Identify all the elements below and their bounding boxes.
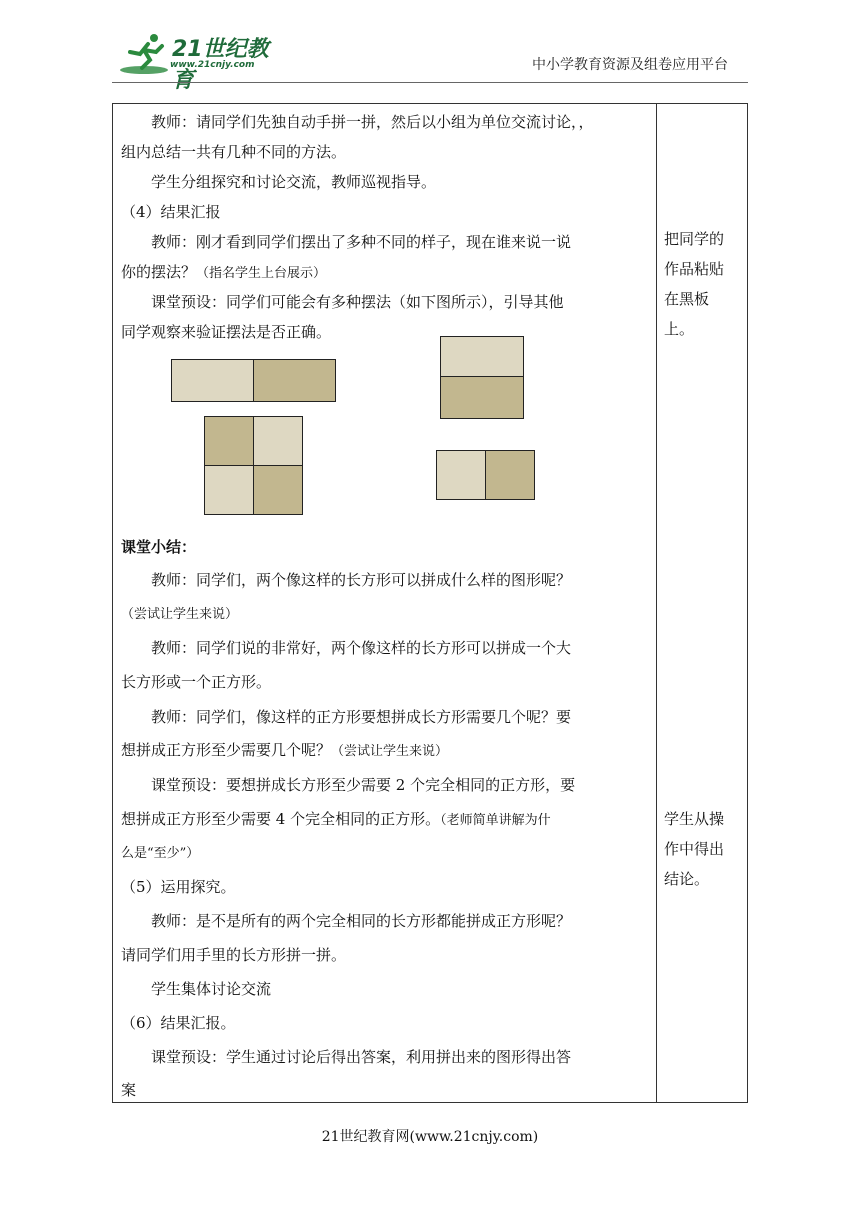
- text-line: 教师：是不是所有的两个完全相同的长方形都能拼成正方形呢？: [151, 912, 572, 930]
- square-dark: [204, 416, 254, 466]
- side-note-line: 作品粘贴: [664, 260, 725, 278]
- text-line: （4）结果汇报: [121, 203, 221, 221]
- text-line: 教师：请同学们先独自动手拼一拼，然后以小组为单位交流讨论，，: [151, 113, 594, 131]
- text-line: 想拼成正方形至少需要几个呢？（尝试让学生来说）: [121, 741, 449, 759]
- square-light: [436, 450, 486, 500]
- side-note-line: 结论。: [664, 870, 710, 888]
- text-line: 课堂预设：要想拼成长方形至少需要 2 个完全相同的正方形，要: [151, 776, 576, 794]
- text-line: 教师：同学们，像这样的正方形要想拼成长方形需要几个呢？要: [151, 708, 572, 726]
- side-note-line: 作中得出: [664, 840, 725, 858]
- text-line: 么是“至少”）: [121, 846, 200, 861]
- side-note-line: 在黑板: [664, 290, 710, 308]
- square-light: [253, 416, 303, 466]
- side-note: [664, 224, 744, 344]
- text-line: 学生集体讨论交流: [151, 980, 272, 998]
- text-line: 教师：同学们说的非常好，两个像这样的长方形可以拼成一个大: [151, 639, 572, 657]
- lesson-table: [112, 103, 748, 1103]
- section-heading: 课堂小结：: [121, 538, 197, 556]
- logo-url: www.21cnjy.com: [170, 60, 255, 70]
- text-line: 教师：刚才看到同学们摆出了多种不同的样子，现在谁来说一说: [151, 233, 572, 251]
- runner-logo-icon: [118, 30, 174, 76]
- square-dark: [253, 465, 303, 515]
- square-dark: [485, 450, 535, 500]
- rectangle-dark: [253, 359, 336, 402]
- side-note-line: 上。: [664, 320, 695, 338]
- page-footer: 21世纪教育网(www.21cnjy.com): [321, 1129, 539, 1145]
- square-light: [204, 465, 254, 515]
- text-line: 请同学们用手里的长方形拼一拼。: [121, 946, 347, 964]
- side-note-line: 学生从操: [664, 810, 725, 828]
- text-line: 学生分组探究和讨论交流，教师巡视指导。: [151, 173, 437, 191]
- side-note-line: 把同学的: [664, 230, 725, 248]
- column-divider: [656, 104, 657, 1102]
- text-line: 同学观察来验证摆法是否正确。: [121, 323, 332, 341]
- side-note: [664, 804, 744, 894]
- text-line: 长方形或一个正方形。: [121, 673, 272, 691]
- text-line: （5）运用探究。: [121, 878, 236, 896]
- text-line: （6）结果汇报。: [121, 1014, 236, 1032]
- platform-title: 中小学教育资源及组卷应用平台: [532, 57, 728, 73]
- text-line: 想拼成正方形至少需要 4 个完全相同的正方形。（老师简单讲解为什: [121, 810, 551, 828]
- text-line: 教师：同学们，两个像这样的长方形可以拼成什么样的图形呢？: [151, 571, 572, 589]
- text-line: 课堂预设：同学们可能会有多种摆法（如下图所示），引导其他: [151, 293, 564, 311]
- text-line: （尝试让学生来说）: [121, 607, 239, 622]
- rectangle-dark: [440, 376, 524, 419]
- header-divider: [112, 82, 748, 83]
- site-logo: [118, 30, 288, 93]
- text-line: 案: [121, 1081, 137, 1099]
- text-line: 组内总结一共有几种不同的方法。: [121, 143, 347, 161]
- logo-text: 21世纪教育: [172, 37, 269, 93]
- rectangle-light: [171, 359, 254, 402]
- text-line: 课堂预设：学生通过讨论后得出答案，利用拼出来的图形得出答: [151, 1048, 572, 1066]
- rectangle-light: [440, 336, 524, 378]
- text-line: 你的摆法？（指名学生上台展示）: [121, 263, 327, 281]
